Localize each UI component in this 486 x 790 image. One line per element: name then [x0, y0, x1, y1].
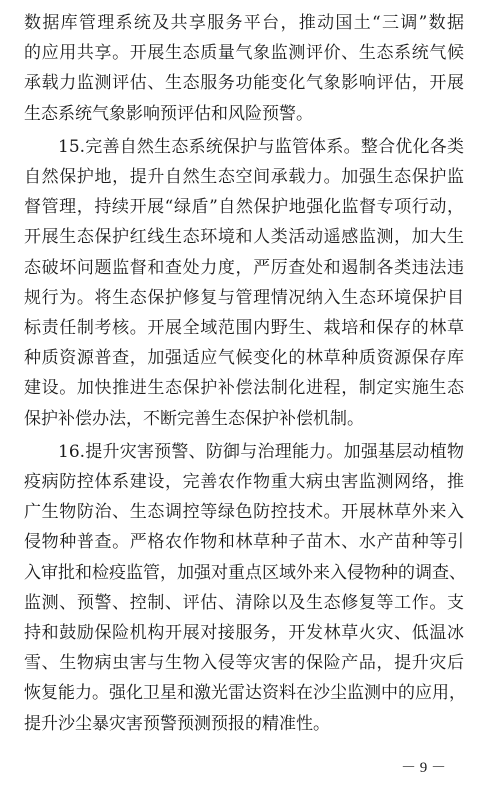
- text-line: 广生物防治、生态调控等绿色防控技术。开展林草外来入: [24, 502, 464, 523]
- section-heading-line: 16.提升灾害预警、防御与治理能力。加强基层动植物: [58, 441, 464, 462]
- text-line: 建设。加快推进生态保护补偿法制化进程，制定实施生态: [24, 378, 464, 399]
- section-heading-line: 15.完善自然生态系统保护与监管体系。整合优化各类: [58, 136, 464, 157]
- text-line: 开展生态保护红线生态环境和人类活动遥感监测，加大生: [24, 227, 464, 248]
- text-line: 种质资源普查，加强适应气候变化的林草种质资源保存库: [24, 348, 464, 369]
- page-number: － 9 －: [400, 760, 446, 776]
- text-line: 态破坏问题监督和查处力度，严厉查处和遏制各类违法违: [24, 257, 464, 278]
- text-line: 规行为。将生态保护修复与管理情况纳入生态环境保护目: [24, 287, 464, 308]
- text-line: 持和鼓励保险机构开展对接服务，开发林草火灾、低温冰: [24, 623, 464, 643]
- text-line: 疫病防控体系建设，完善农作物重大病虫害监测网络，推: [24, 472, 464, 492]
- text-line: 保护补偿办法，不断完善生态保护补偿机制。: [24, 408, 364, 429]
- text-line: 承载力监测评估、生态服务功能变化气象影响评估，开展: [24, 73, 464, 94]
- text-line: 监测、预警、控制、评估、清除以及生态修复等工作。支: [24, 592, 464, 613]
- text-line: 入审批和检疫监管，加强对重点区域外来入侵物种的调查、: [24, 562, 466, 583]
- text-line: 数据库管理系统及共享服务平台，推动国土“三调”数据: [24, 13, 464, 33]
- text-line: 标责任制考核。开展全域范围内野生、栽培和保存的林草: [24, 318, 464, 338]
- text-line: 恢复能力。强化卫星和激光雷达资料在沙尘监测中的应用，: [24, 683, 466, 704]
- text-line: 自然保护地，提升自然生态空间承载力。加强生态保护监: [24, 167, 464, 187]
- text-line: 侵物种普查。严格农作物和林草种子苗木、水产苗种等引: [24, 532, 464, 553]
- text-line: 雪、生物病虫害与生物入侵等灾害的保险产品，提升灾后: [24, 653, 464, 674]
- text-line: 的应用共享。开展生态质量气象监测评价、生态系统气候: [24, 43, 464, 64]
- text-line: 督管理，持续开展“绿盾”自然保护地强化监督专项行动，: [24, 197, 464, 218]
- text-line: 生态系统气象影响预评估和风险预警。: [24, 103, 313, 124]
- text-line: 提升沙尘暴灾害预警预测预报的精准性。: [24, 713, 330, 734]
